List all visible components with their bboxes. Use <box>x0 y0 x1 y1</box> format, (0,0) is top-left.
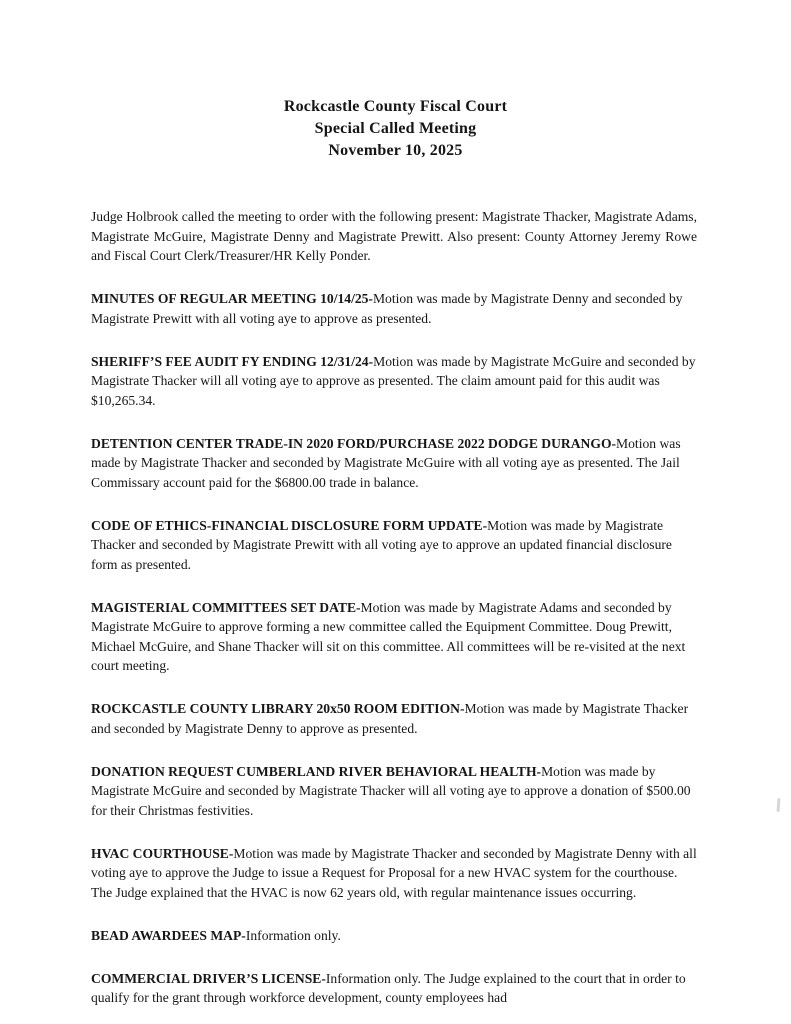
item-body: Motion was made by Magistrate Denny and seconded by Magistrate Prewitt with all voting aye to approve as presented. <box>91 291 683 326</box>
document-title <box>0 96 791 162</box>
item-heading: SHERIFF’S FEE AUDIT FY ENDING 12/31/24- <box>91 353 374 369</box>
title-line-court: Rockcastle County Fiscal Court <box>283 98 508 115</box>
item-body: Motion was made by Magistrate Thacker and seconded by Magistrate Prewitt with all voting aye to approve an updated financial disclosure form as presented. <box>91 517 672 572</box>
agenda-item-sheriff-fee-audit <box>91 338 697 411</box>
item-heading: MINUTES OF REGULAR MEETING 10/14/25- <box>91 291 373 306</box>
item-body: Information only. The Judge explained to the court that in order to qualify for the grant through workforce development, county employees had <box>91 970 686 1005</box>
item-heading: CODE OF ETHICS-FINANCIAL DISCLOSURE FORM UPDATE- <box>91 517 488 533</box>
agenda-item-hvac-courthouse <box>91 830 697 903</box>
item-heading: ROCKCASTLE COUNTY LIBRARY 20x50 ROOM EDITION- <box>91 701 465 716</box>
item-heading: BEAD AWARDEES MAP- <box>91 927 246 943</box>
item-body: Information only. <box>245 927 341 943</box>
intro-paragraph: Judge Holbrook called the meeting to order with the following present: Magistrate Thacker, Magistrate Adams, Magistrate McGuire, Magistrate Denny and Magistrate Prewitt. Also present: County Attorney Jeremy Rowe and Fiscal Court Clerk/Treasurer/HR Kelly Ponder. <box>91 209 697 263</box>
item-heading: MAGISTERIAL COMMITTEES SET DATE- <box>91 599 361 615</box>
item-body: Motion was made by Magistrate Thacker and seconded by Magistrate Denny with all voting aye to approve the Judge to issue a Request for Proposal for a new HVAC system for the courthouse. The Judge explained that the HVAC is now 62 years old, with regular maintenance issues occurring. <box>91 845 697 900</box>
item-heading: DETENTION CENTER TRADE-IN 2020 FORD/PURCHASE 2022 DODGE DURANGO- <box>91 435 617 451</box>
agenda-item-bead-awardees-map <box>91 912 697 946</box>
title-line-meeting-type: Special Called Meeting <box>314 120 477 137</box>
item-heading: COMMERCIAL DRIVER’S LICENSE- <box>91 970 326 986</box>
item-body: Motion was made by Magistrate Thacker and seconded by Magistrate Denny to approve as presented. <box>91 701 689 736</box>
agenda-item-donation-request <box>91 748 697 821</box>
item-body: Motion was made by Magistrate McGuire and seconded by Magistrate Thacker will all voting aye to approve a donation of $500.00 for their Christmas festivities. <box>91 763 691 818</box>
item-heading: DONATION REQUEST CUMBERLAND RIVER BEHAVIORAL HEALTH- <box>91 763 542 779</box>
agenda-item-minutes <box>91 275 697 328</box>
item-body: Motion was made by Magistrate Adams and seconded by Magistrate McGuire to approve forming a new committee called the Equipment Committee. Doug Prewitt, Michael McGuire, and Shane Thacker will sit on this committee. All committees will be re-visited at the next court meeting. <box>91 599 686 673</box>
item-heading: HVAC COURTHOUSE- <box>91 845 234 861</box>
agenda-item-commercial-drivers-license <box>91 955 697 1008</box>
item-body: Motion was made by Magistrate Thacker and seconded by Magistrate McGuire with all voting aye as presented. The Jail Commissary account paid for the $6800.00 trade in balance. <box>91 435 681 490</box>
agenda-item-detention-center-trade-in <box>91 420 697 493</box>
agenda-item-magisterial-committees <box>91 584 697 676</box>
title-line-date: November 10, 2025 <box>328 142 463 159</box>
agenda-item-code-of-ethics <box>91 502 697 575</box>
item-body: Motion was made by Magistrate McGuire and seconded by Magistrate Thacker will all voting aye to approve as presented. The claim amount paid for this audit was $10,265.34. <box>91 353 696 408</box>
agenda-item-library-room-edition <box>91 685 697 738</box>
document-body <box>0 207 791 1008</box>
